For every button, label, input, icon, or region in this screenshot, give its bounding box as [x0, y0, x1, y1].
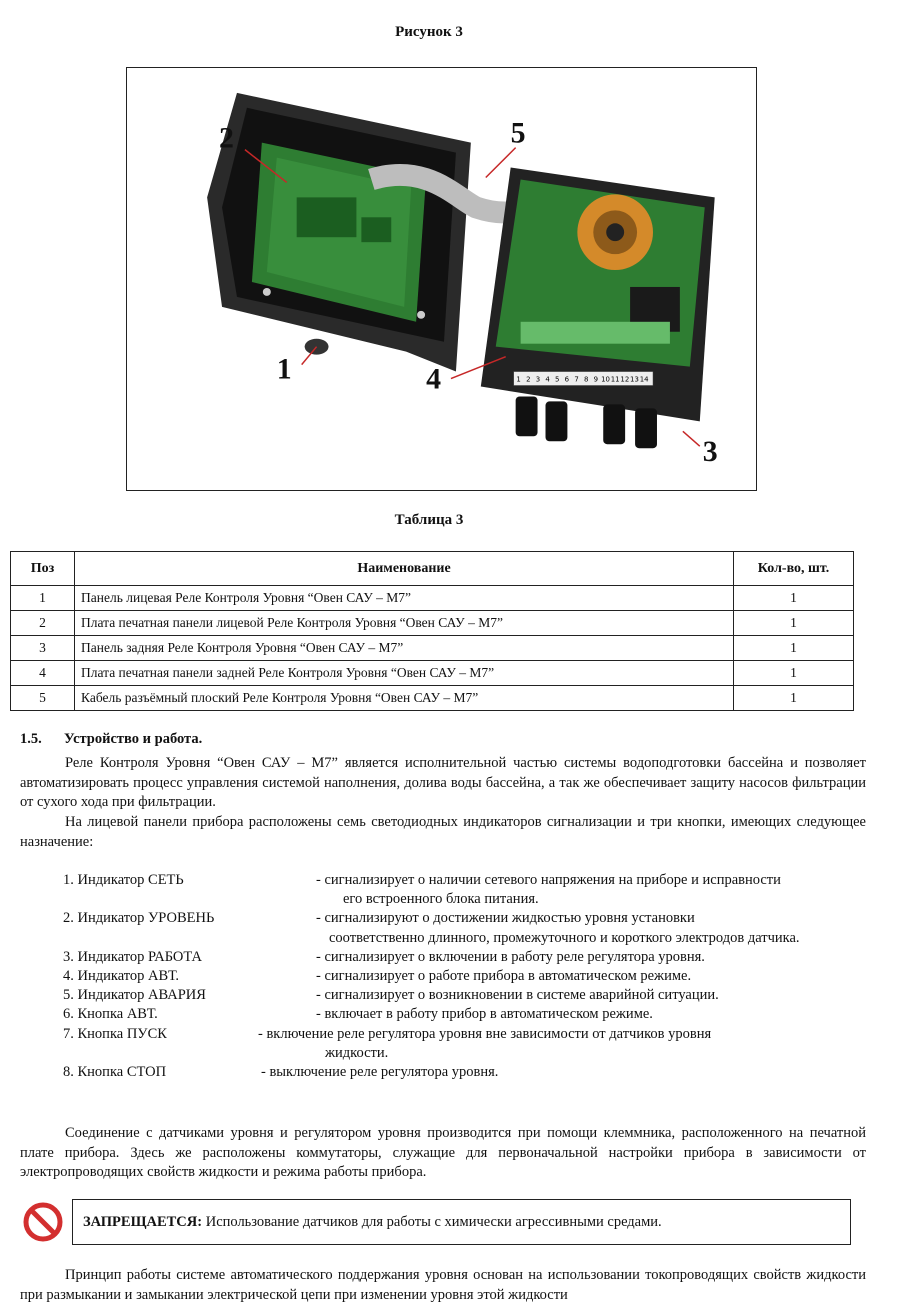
terminal-number: 3 — [535, 375, 541, 384]
terminal-number: 13 — [630, 375, 639, 384]
paragraph-connection: Соединение с датчиками уровня и регулятором уровня производится при помощи клеммника, расположенного на печатной плате прибора. Здесь же расположены коммутаторы, служащие для первоначальной настройки прибора в зависимости от электропроводящих свойств жидкости и режима работы прибора. — [20, 1125, 866, 1180]
item-label: 7. Кнопка ПУСК — [63, 1025, 167, 1042]
back-panel-housing — [481, 168, 715, 449]
terminal-number: 6 — [564, 375, 570, 384]
list-item — [63, 967, 863, 986]
row-pos: 3 — [11, 636, 75, 661]
item-cont: жидкости. — [325, 1044, 389, 1061]
section-heading — [20, 731, 202, 748]
row-pos: 4 — [11, 661, 75, 686]
callout-2: 2 — [219, 121, 234, 155]
item-label: 4. Индикатор АВТ. — [63, 968, 180, 985]
table-row — [11, 686, 854, 711]
row-name: Кабель разъёмный плоский Реле Контроля Уровня “Овен САУ – М7” — [75, 686, 734, 711]
table-row — [11, 611, 854, 636]
section-number: 1.5. — [20, 731, 42, 747]
warning-box — [72, 1199, 851, 1245]
terminal-number: 14 — [639, 375, 649, 384]
item-desc: - сигнализируют о достижении жидкостью уровня установки — [316, 910, 695, 927]
terminal-number: 7 — [574, 375, 579, 384]
warning-label: ЗАПРЕЩАЕТСЯ: — [83, 1213, 203, 1230]
row-qty: 1 — [734, 686, 854, 711]
section-title: Устройство и работа. — [64, 731, 203, 747]
item-cont: соответственно длинного, промежуточного и короткого электродов датчика. — [329, 929, 800, 946]
parts-table — [10, 551, 854, 711]
list-item — [63, 909, 863, 947]
header-pos: Поз — [11, 552, 75, 586]
callout-1: 1 — [276, 352, 292, 386]
figure-caption: Рисунок 3 — [395, 24, 463, 40]
paragraph-intro: Реле Контроля Уровня “Овен САУ – М7” является исполнительной частью системы водоподготовки бассейна и позволяет автоматизировать процесс управления системой наполнения, долива воды бассейна, а так же обеспечивает защиту насосов фильтрации от сухого хода при фильтрации. — [20, 755, 866, 810]
item-desc: - сигнализирует о работе прибора в автоматическом режиме. — [316, 968, 692, 985]
row-name: Панель лицевая Реле Контроля Уровня “Овен САУ – М7” — [75, 586, 734, 611]
device-photo — [126, 67, 757, 491]
item-desc: - сигнализирует о включении в работу реле регулятора уровня. — [316, 948, 705, 965]
list-item — [63, 1063, 863, 1082]
item-label: 6. Кнопка АВТ. — [63, 1006, 158, 1023]
row-pos: 5 — [11, 686, 75, 711]
callout-4: 4 — [426, 362, 441, 396]
header-name: Наименование — [75, 552, 734, 586]
table-row — [11, 636, 854, 661]
terminal-number: 11 — [610, 375, 620, 384]
list-item — [63, 986, 863, 1005]
row-pos: 1 — [11, 586, 75, 611]
paragraph-panel: На лицевой панели прибора расположены семь светодиодных индикаторов сигнализации и три кнопки, имеющих следующее назначение: — [20, 814, 866, 850]
row-qty: 1 — [734, 611, 854, 636]
paragraph-principle: Принцип работы системе автоматического поддержания уровня основан на использовании токопроводящих свойств жидкости при размыкании и замыкании электрической цепи при изменении уровня этой жидкости — [20, 1267, 866, 1303]
list-item — [63, 1005, 863, 1024]
list-item — [63, 871, 863, 909]
row-name: Панель задняя Реле Контроля Уровня “Овен САУ – М7” — [75, 636, 734, 661]
item-desc: - сигнализирует о наличии сетевого напряжения на приборе и исправности — [316, 872, 781, 888]
item-desc: - включение реле регулятора уровня вне зависимости от датчиков уровня — [258, 1025, 712, 1042]
terminal-number: 10 — [601, 375, 610, 384]
warning-text: Использование датчиков для работы с химически агрессивными средами. — [202, 1213, 662, 1230]
table-row — [11, 661, 854, 686]
row-name: Плата печатная панели лицевой Реле Контроля Уровня “Овен САУ – М7” — [75, 611, 734, 636]
header-qty: Кол-во, шт. — [734, 552, 854, 586]
row-qty: 1 — [734, 661, 854, 686]
row-pos: 2 — [11, 611, 75, 636]
indicator-list — [63, 871, 863, 1082]
item-desc: - сигнализирует о возникновении в системе аварийной ситуации. — [316, 987, 719, 1004]
row-qty: 1 — [734, 636, 854, 661]
terminal-number: 8 — [583, 375, 589, 384]
front-panel-housing — [207, 93, 471, 372]
callout-5: 5 — [510, 116, 526, 150]
row-name: Плата печатная панели задней Реле Контроля Уровня “Овен САУ – М7” — [75, 661, 734, 686]
terminal-number: 4 — [545, 375, 550, 384]
terminal-number: 9 — [593, 375, 599, 384]
row-qty: 1 — [734, 586, 854, 611]
list-item — [63, 1025, 863, 1063]
prohibition-icon — [22, 1201, 64, 1243]
terminal-number: 12 — [620, 375, 630, 384]
item-desc: - включает в работу прибор в автоматическом режиме. — [316, 1006, 653, 1023]
item-label: 2. Индикатор УРОВЕНЬ — [63, 910, 215, 927]
table-caption: Таблица 3 — [394, 512, 464, 528]
item-label: 8. Кнопка СТОП — [63, 1064, 167, 1081]
item-label: 5. Индикатор АВАРИЯ — [63, 987, 206, 1004]
callout-3: 3 — [702, 435, 718, 469]
list-item — [63, 948, 863, 967]
item-label: 3. Индикатор РАБОТА — [63, 948, 203, 965]
item-label: 1. Индикатор СЕТЬ — [63, 872, 184, 888]
item-desc: - выключение реле регулятора уровня. — [261, 1064, 499, 1081]
terminal-number: 2 — [526, 375, 531, 384]
item-cont: его встроенного блока питания. — [343, 891, 539, 908]
terminal-number: 5 — [555, 375, 560, 384]
table-row — [11, 586, 854, 611]
terminal-number: 1 — [516, 375, 521, 384]
